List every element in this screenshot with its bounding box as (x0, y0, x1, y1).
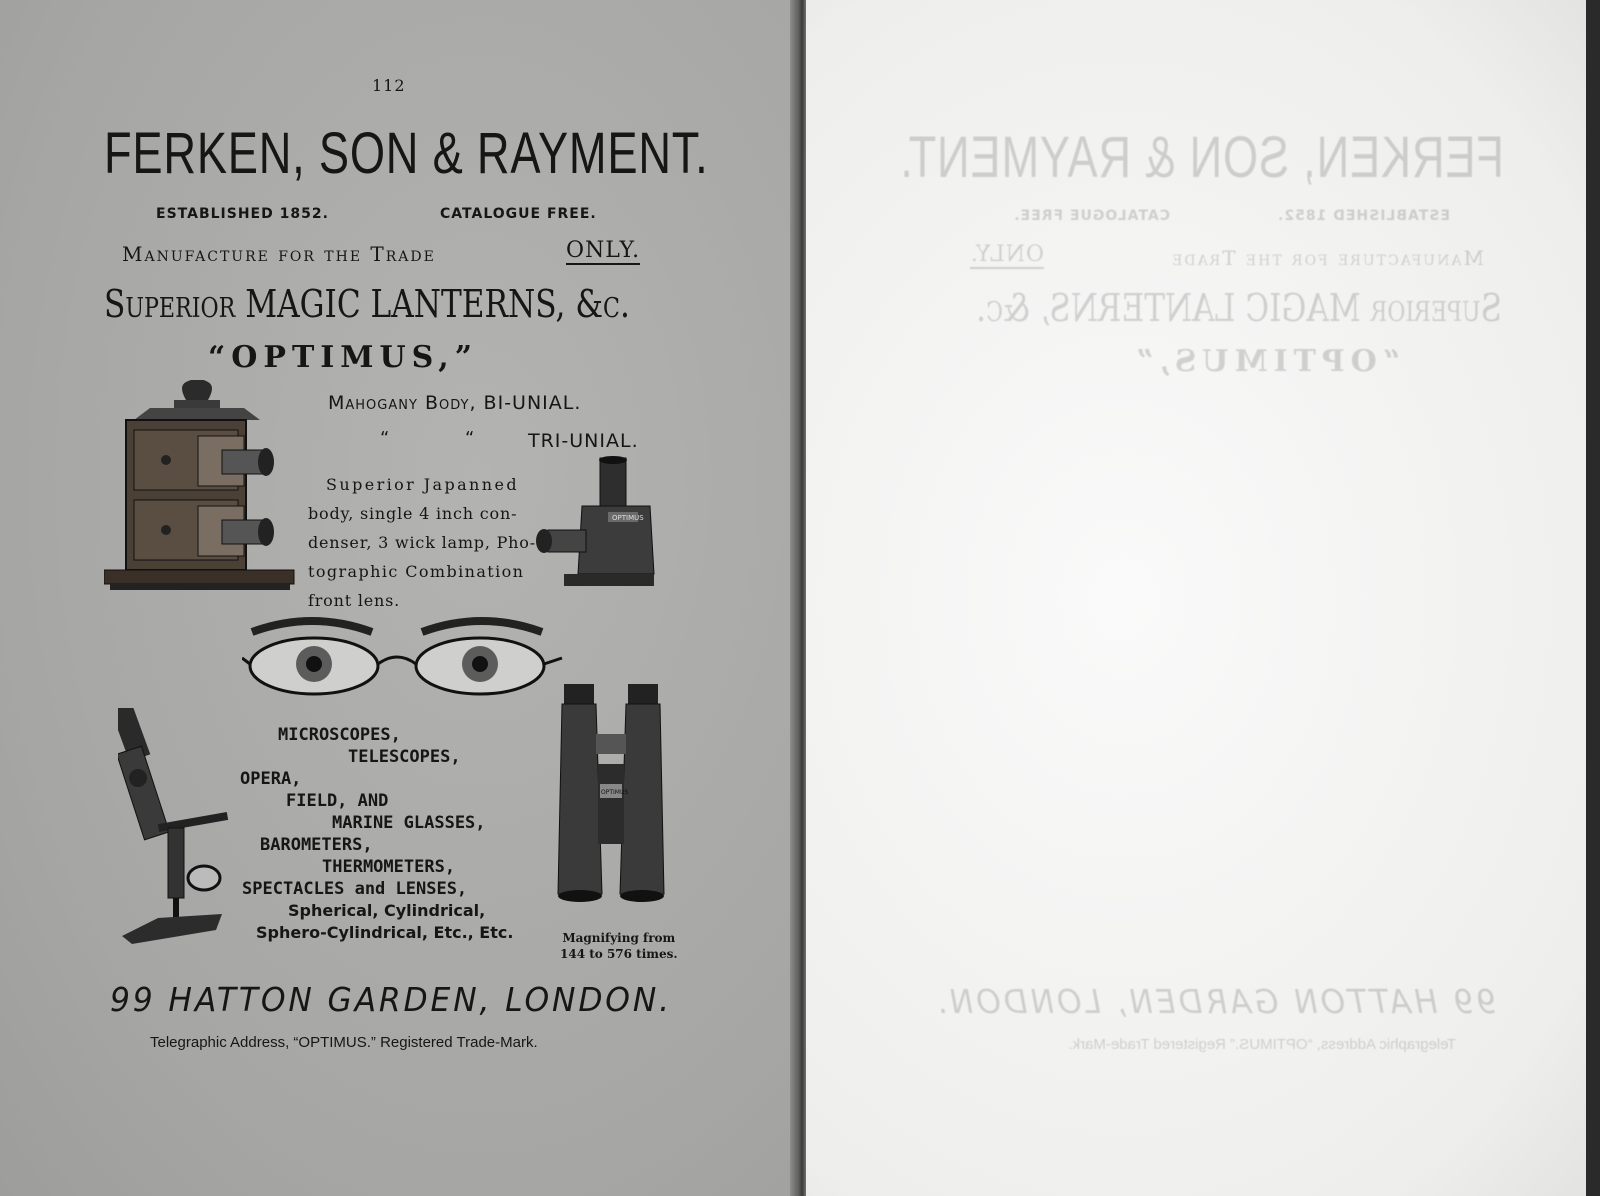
ghost-address: 99 HATTON GARDEN, LONDON. (934, 982, 1496, 1021)
instrument-line: Spherical, Cylindrical, (288, 901, 486, 920)
instrument-line: Sphero-Cylindrical, Etc., Etc. (256, 923, 514, 942)
binoculars-illustration (554, 684, 666, 918)
ghost-established: ESTABLISHED 1852. (1277, 208, 1450, 224)
mahogany-line: Mahogany Body, BI-UNIAL. (328, 392, 582, 414)
magic-lantern-illustration (104, 380, 300, 596)
manufacture-text: Manufacture for the Trade (122, 242, 436, 266)
ghost-only: ONLY. (969, 242, 1044, 267)
show-through-ghost (806, 0, 1600, 1196)
instrument-line: THERMOMETERS, (322, 857, 456, 877)
telegraphic-address: Telegraphic Address, “OPTIMUS.” Registered Trade-Mark. (150, 1034, 538, 1051)
magnifying-line-1: Magnifying from (562, 931, 676, 945)
lantern-description (308, 470, 534, 615)
description-line: Superior Japanned (326, 475, 519, 494)
description-line: denser, 3 wick lamp, Pho- (308, 533, 536, 552)
ghost-manufacture: Manufacture for the Trade (1170, 246, 1484, 270)
description-line: body, single 4 inch con- (308, 504, 518, 523)
magic-lanterns-heading: Superior MAGIC LANTERNS, &c. (104, 282, 630, 326)
small-lantern-illustration (534, 456, 660, 590)
instrument-line: OPERA, (240, 769, 302, 789)
optimus-heading: “OPTIMUS,” (208, 340, 478, 375)
instrument-line: MARINE GLASSES, (332, 813, 486, 833)
ghost-firm-name: FERKEN, SON & RAYMENT. (899, 125, 1504, 190)
right-edge-shadow (1586, 0, 1600, 1196)
page-number: 112 (372, 76, 406, 95)
magnifying-note (560, 930, 678, 962)
established-text: ESTABLISHED 1852. (156, 206, 329, 222)
ghost-catalogue: CATALOGUE FREE. (1013, 208, 1170, 224)
description-line: tographic Combination (308, 562, 525, 581)
instrument-line: TELESCOPES, (348, 747, 461, 767)
ghost-optimus: “OPTIMUS,” (1130, 344, 1400, 379)
address: 99 HATTON GARDEN, LONDON. (110, 980, 672, 1019)
instrument-line: FIELD, AND (286, 791, 389, 811)
only-text: ONLY. (566, 238, 641, 263)
ghost-lanterns: Superior MAGIC LANTERNS, &c. (976, 286, 1502, 330)
microscope-illustration (118, 708, 230, 944)
ghost-telegraphic: Telegraphic Address, “OPTIMUS.” Registered Trade-Mark. (1068, 1036, 1456, 1053)
lantern-label: OPTIMUS (612, 514, 644, 522)
magnifying-line-2: 144 to 576 times. (560, 947, 678, 961)
instrument-line: MICROSCOPES, (278, 725, 401, 745)
binocular-label: OPTIMUS (601, 789, 629, 796)
description-line: front lens. (308, 591, 401, 610)
left-page (0, 0, 798, 1196)
ditto-marks: “ “ (380, 428, 475, 449)
right-page (806, 0, 1600, 1196)
firm-name: FERKEN, SON & RAYMENT. (104, 121, 709, 186)
instrument-list (240, 724, 514, 944)
tri-unial-text: TRI-UNIAL. (528, 430, 639, 452)
instrument-line: BAROMETERS, (260, 835, 373, 855)
mirrored-text-ghost (806, 0, 1600, 1196)
catalogue-text: CATALOGUE FREE. (440, 206, 597, 222)
instrument-line: SPECTACLES and LENSES, (242, 879, 468, 899)
